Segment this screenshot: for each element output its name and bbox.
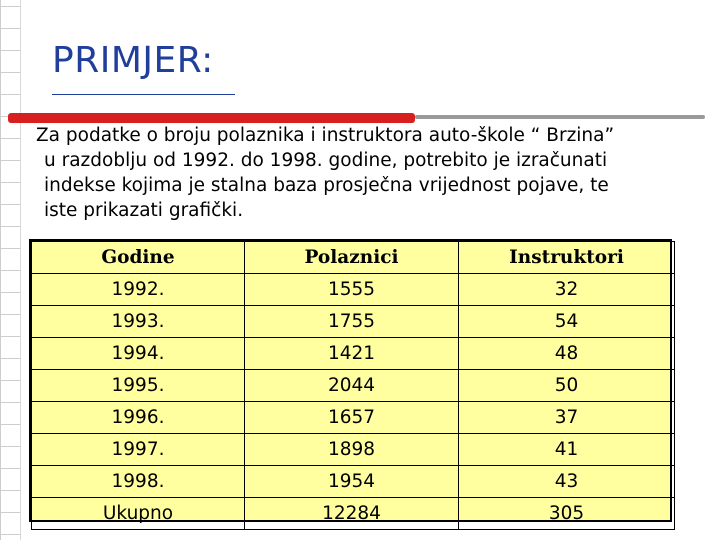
cell-instruktori: 50 (459, 370, 675, 402)
accent-red-bar (8, 113, 415, 123)
cell-instruktori: 37 (459, 402, 675, 434)
cell-year: 1995. (32, 370, 245, 402)
accent-gray-bar (415, 115, 705, 119)
cell-year: 1994. (32, 338, 245, 370)
cell-year: 1998. (32, 466, 245, 498)
data-table (29, 239, 672, 522)
column-header-polaznici: Polaznici (245, 242, 459, 274)
table-header-row (32, 242, 675, 274)
task-line: iste prikazati grafički. (44, 200, 244, 221)
column-header-instruktori: Instruktori (459, 242, 675, 274)
table-row (32, 370, 675, 402)
cell-instruktori: 41 (459, 434, 675, 466)
table-row (32, 402, 675, 434)
table-row (32, 306, 675, 338)
column-header-godine: Godine (32, 242, 245, 274)
cell-polaznici: 1421 (245, 338, 459, 370)
table-total-row (32, 498, 675, 530)
table-row (32, 274, 675, 306)
cell-total-instruktori: 305 (459, 498, 675, 530)
task-line: indekse kojima je stalna baza prosječna vrijednost pojave, te (44, 175, 609, 196)
table-row (32, 434, 675, 466)
cell-polaznici: 1954 (245, 466, 459, 498)
cell-instruktori: 43 (459, 466, 675, 498)
table-row (32, 466, 675, 498)
cell-year: 1997. (32, 434, 245, 466)
cell-instruktori: 48 (459, 338, 675, 370)
cell-polaznici: 1755 (245, 306, 459, 338)
table-row (32, 338, 675, 370)
cell-polaznici: 1555 (245, 274, 459, 306)
cell-polaznici: 1657 (245, 402, 459, 434)
cell-year: 1996. (32, 402, 245, 434)
task-line: u razdoblju od 1992. do 1998. godine, potrebito je izračunati (44, 150, 608, 171)
decorative-grid-strip (0, 0, 20, 540)
task-description (36, 123, 706, 223)
slide-title: PRIMJER: (52, 40, 214, 81)
cell-polaznici: 2044 (245, 370, 459, 402)
cell-year: 1993. (32, 306, 245, 338)
cell-polaznici: 1898 (245, 434, 459, 466)
cell-year: 1992. (32, 274, 245, 306)
cell-instruktori: 32 (459, 274, 675, 306)
title-underline (52, 94, 235, 95)
task-line: Za podatke o broju polaznika i instruktora auto-škole “ Brzina” (36, 125, 615, 146)
decorative-divider (20, 0, 21, 540)
cell-total-polaznici: 12284 (245, 498, 459, 530)
cell-instruktori: 54 (459, 306, 675, 338)
cell-total-label: Ukupno (32, 498, 245, 530)
